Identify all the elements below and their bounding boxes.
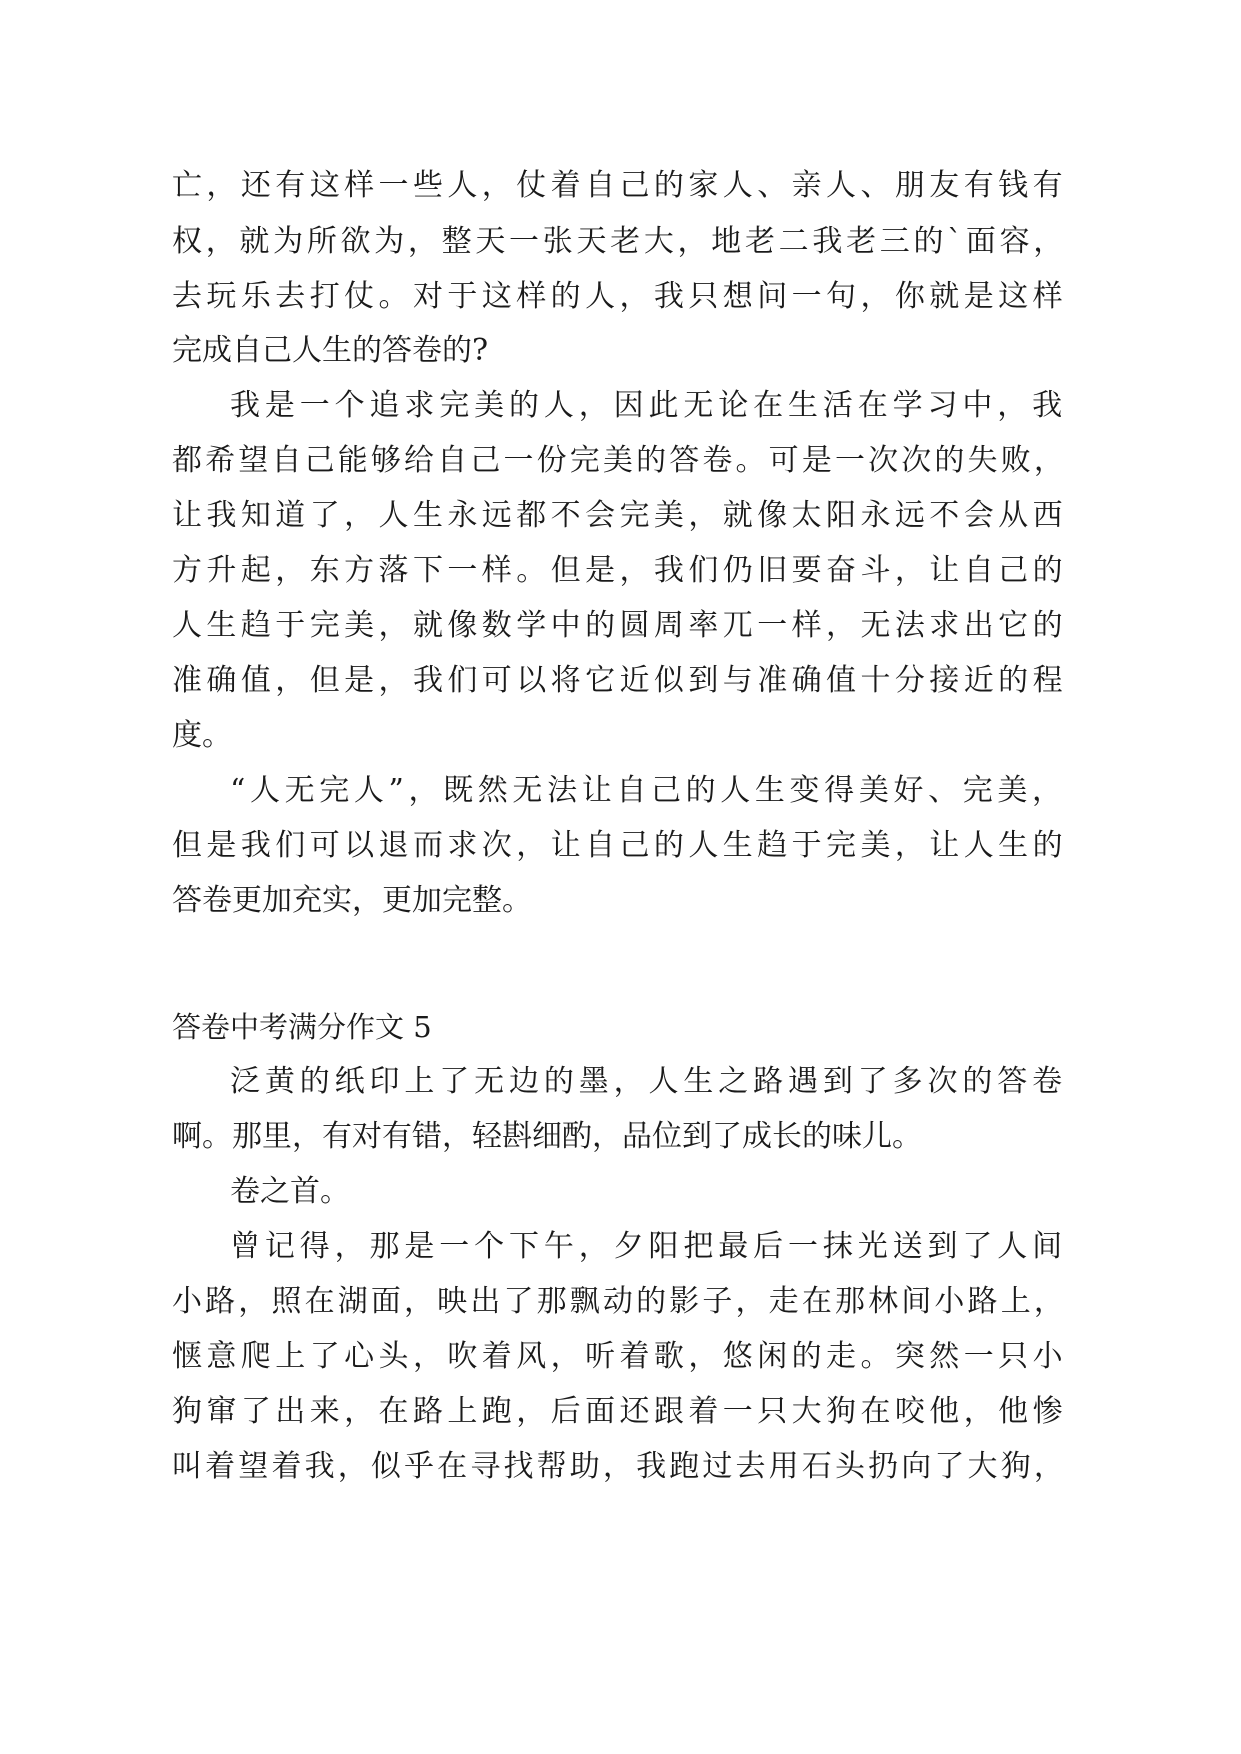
paragraph-first-line: 曾记得，那是一个下午，夕阳把最后一抹光送到了人间 (230, 1229, 1067, 1264)
text-line: 狗窜了出来，在路上跑，后面还跟着一只大狗在咬他，他惨 (172, 1394, 1067, 1429)
paragraph-first-line: 卷之首。 (230, 1174, 350, 1209)
text-line: 让我知道了，人生永远都不会完美，就像太阳永远不会从西 (172, 498, 1067, 533)
section-heading: 答卷中考满分作文 5 (172, 1010, 432, 1044)
paragraph-first-line: 泛黄的纸印上了无边的墨，人生之路遇到了多次的答卷 (230, 1064, 1067, 1099)
paragraph-first-line: 我是一个追求完美的人，因此无论在生活在学习中，我 (230, 388, 1067, 423)
text-line: 叫着望着我，似乎在寻找帮助，我跑过去用石头扔向了大狗， (172, 1449, 1067, 1484)
text-line: 完成自己人生的答卷的? (172, 333, 489, 368)
text-line: 答卷更加充实，更加完整。 (172, 883, 532, 918)
text-line: 都希望自己能够给自己一份完美的答卷。可是一次次的失败， (172, 443, 1067, 478)
text-line: 惬意爬上了心头，吹着风，听着歌，悠闲的走。突然一只小 (172, 1339, 1067, 1374)
text-line: 但是我们可以退而求次，让自己的人生趋于完美，让人生的 (172, 828, 1067, 863)
text-line: 度。 (172, 718, 232, 753)
text-line: 小路，照在湖面，映出了那飘动的影子，走在那林间小路上， (172, 1284, 1067, 1319)
text-line: 权，就为所欲为，整天一张天老大，地老二我老三的`面容， (172, 224, 1067, 259)
paragraph-first-line: “人无完人”，既然无法让自己的人生变得美好、完美， (230, 773, 1067, 808)
text-line: 准确值，但是，我们可以将它近似到与准确值十分接近的程 (172, 663, 1067, 698)
text-line: 方升起，东方落下一样。但是，我们仍旧要奋斗，让自己的 (172, 553, 1067, 588)
text-line: 啊。那里，有对有错，轻斟细酌，品位到了成长的味儿。 (172, 1119, 922, 1154)
text-line: 亡，还有这样一些人，仗着自己的家人、亲人、朋友有钱有 (172, 168, 1067, 203)
text-line: 去玩乐去打仗。对于这样的人，我只想问一句，你就是这样 (172, 279, 1067, 314)
text-line: 人生趋于完美，就像数学中的圆周率兀一样，无法求出它的 (172, 608, 1067, 643)
